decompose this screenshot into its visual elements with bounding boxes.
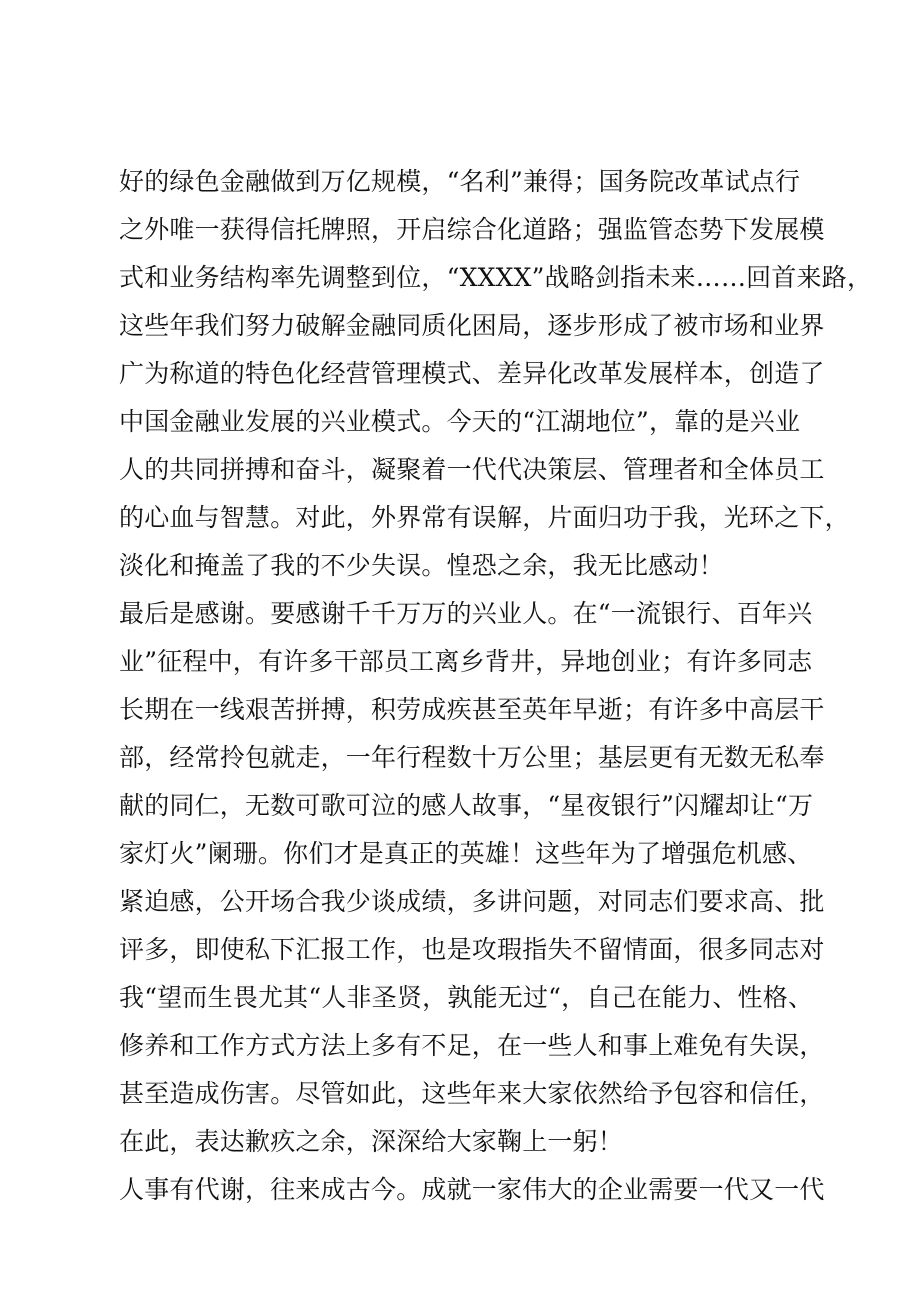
text-line: 我“望而生畏尤其“人非圣贤，孰能无过“，自己在能力、性格、 [119, 983, 814, 1012]
text-line: 部，经常拎包就走，一年行程数十万公里；基层更有无数无私奉 [119, 743, 825, 772]
text-line: 淡化和掩盖了我的不少失误。惶恐之余，我无比感动！ [119, 551, 724, 580]
text-line: 家灯火”阑珊。你们才是真正的英雄！这些年为了增强危机感、 [119, 839, 813, 868]
text-line: 修养和工作方式方法上多有不足，在一些人和事上难免有失误， [119, 1031, 825, 1060]
text-line: 甚至造成伤害。尽管如此，这些年来大家依然给予包容和信任， [119, 1079, 825, 1108]
text-line: 紧迫感，公开场合我少谈成绩，多讲问题，对同志们要求高、批 [119, 887, 825, 916]
text-line: 评多，即使私下汇报工作，也是攻瑕指失不留情面，很多同志对 [119, 935, 825, 964]
text-line: 人的共同拼搏和奋斗，凝聚着一代代决策层、管理者和全体员工 [119, 455, 825, 484]
text-line: 广为称道的特色化经营管理模式、差异化改革发展样本，创造了 [119, 359, 825, 388]
text-line: 的心血与智慧。对此，外界常有误解，片面归功于我，光环之下， [119, 503, 850, 532]
text-line: 式和业务结构率先调整到位，“XXXX”战略剑指未来……回首来路， [119, 263, 873, 292]
text-line: 这些年我们努力破解金融同质化困局，逐步形成了被市场和业界 [119, 311, 825, 340]
text-line: 之外唯一获得信托牌照，开启综合化道路；强监管态势下发展模 [119, 215, 825, 244]
text-line: 业”征程中，有许多干部员工离乡背井，异地创业；有许多同志 [119, 647, 813, 676]
text-line: 在此，表达歉疚之余，深深给大家鞠上一躬！ [119, 1127, 624, 1156]
text-line: 好的绿色金融做到万亿规模，“名利”兼得；国务院改革试点行 [119, 167, 801, 196]
document-body [119, 158, 873, 1214]
text-line: 长期在一线艰苦拼搏，积劳成疾甚至英年早逝；有许多中高层干 [119, 695, 825, 724]
text-line: 献的同仁，无数可歌可泣的感人故事，“星夜银行”闪耀却让“万 [119, 791, 814, 820]
text-line: 人事有代谢，往来成古今。成就一家伟大的企业需要一代又一代 [119, 1175, 825, 1204]
text-line: 最后是感谢。要感谢千千万万的兴业人。在“一流银行、百年兴 [119, 599, 813, 628]
text-line: 中国金融业发展的兴业模式。今天的“江湖地位”，靠的是兴业 [119, 407, 801, 436]
